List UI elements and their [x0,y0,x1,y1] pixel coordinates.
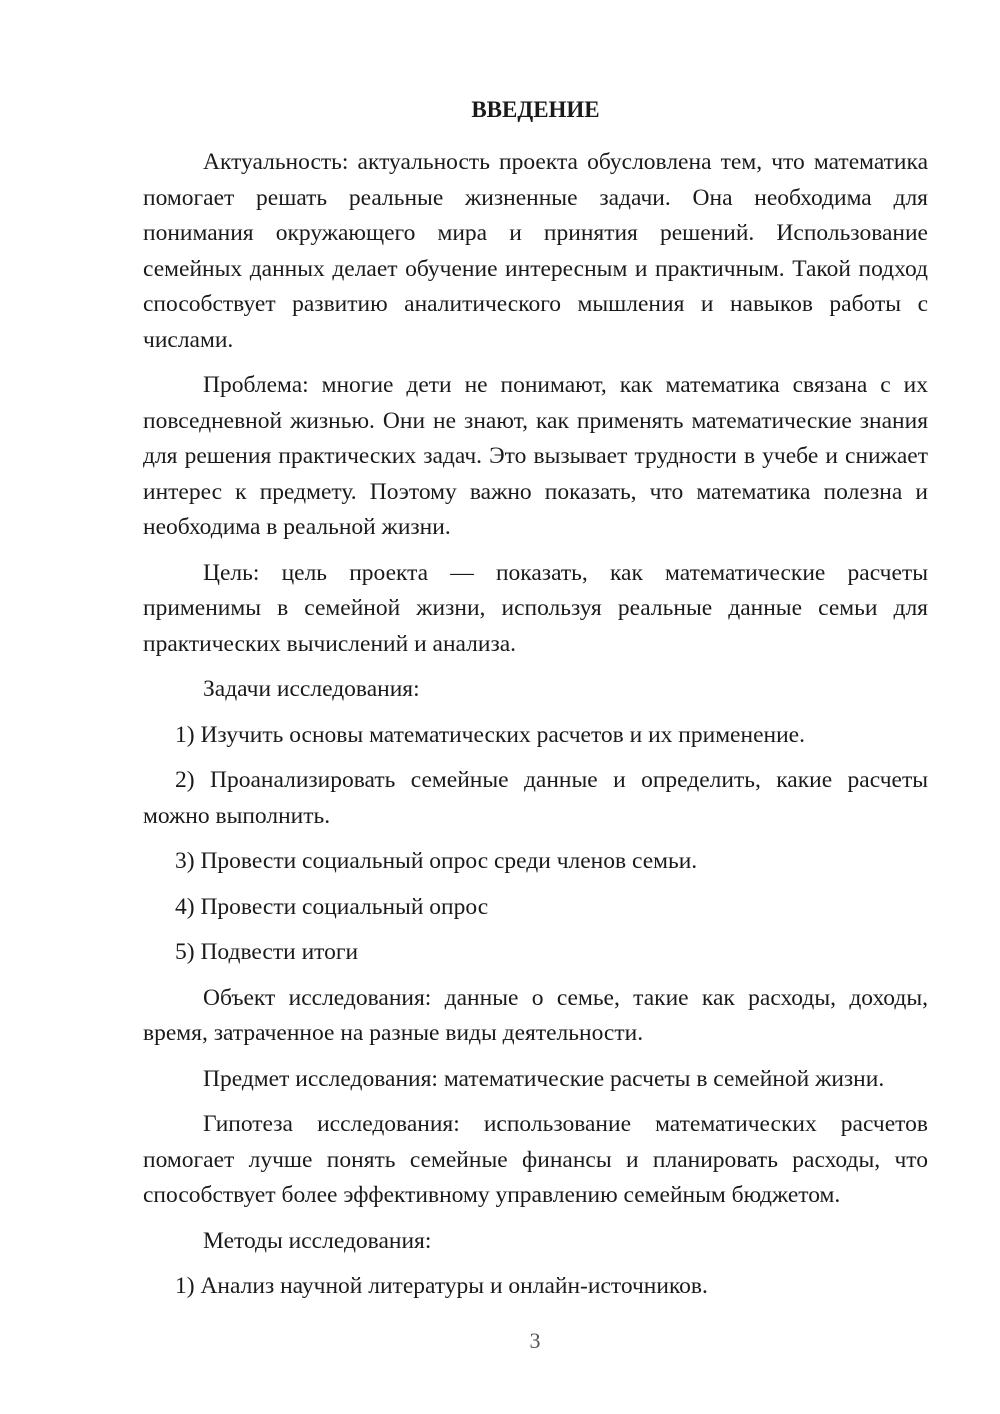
method-item: 1) Анализ научной литературы и онлайн-источников. [175,1273,708,1299]
task-item: 5) Подвести итоги [175,939,359,965]
task-item: 1) Изучить основы математических расчетов и их применение. [175,721,805,748]
page-content [143,92,928,1315]
task-item: 3) Провести социальный опрос среди членов семьи. [175,848,698,874]
paragraph-relevance: Актуальность: актуальность проекта обусловлена тем, что математика помогает решать реальные жизненные задачи. Она необходима для понимания окружающего мира и принятия решений. Использование семейных данных делает обучение интересным и практичным. Такой подход способствует развитию аналитического мышления и навыков работы с числами. [143,149,928,353]
page-number: 3 [529,1328,541,1353]
paragraph-problem: Проблема: многие дети не понимают, как математика связана с их повседневной жизнью. Они не знают, как применять математические знания для решения практических задач. Это вызывает трудности в учебе и снижает интерес к предмету. Поэтому важно показать, что математика полезна и необходима в реальной жизни. [143,372,928,540]
paragraph-subject: Предмет исследования: математические расчеты в семейной жизни. [203,1065,885,1092]
page-title: ВВЕДЕНИЕ [471,97,600,122]
task-item: 4) Провести социальный опрос [175,893,489,920]
paragraph-hypothesis: Гипотеза исследования: использование математических расчетов помогает лучше понять семейные финансы и планировать расходы, что способствует более эффективному управлению семейным бюджетом. [143,1111,928,1208]
task-item: 2) Проанализировать семейные данные и определить, какие расчеты можно выполнить. [143,767,928,829]
paragraph-methods-heading: Методы исследования: [203,1227,432,1254]
paragraph-goal: Цель: цель проекта — показать, как математические расчеты применимы в семейной жизни, используя реальные данные семьи для практических вычислений и анализа. [143,559,928,657]
paragraph-tasks-heading: Задачи исследования: [203,676,420,702]
paragraph-object: Объект исследования: данные о семье, такие как расходы, доходы, время, затраченное на разные виды деятельности. [143,984,928,1046]
